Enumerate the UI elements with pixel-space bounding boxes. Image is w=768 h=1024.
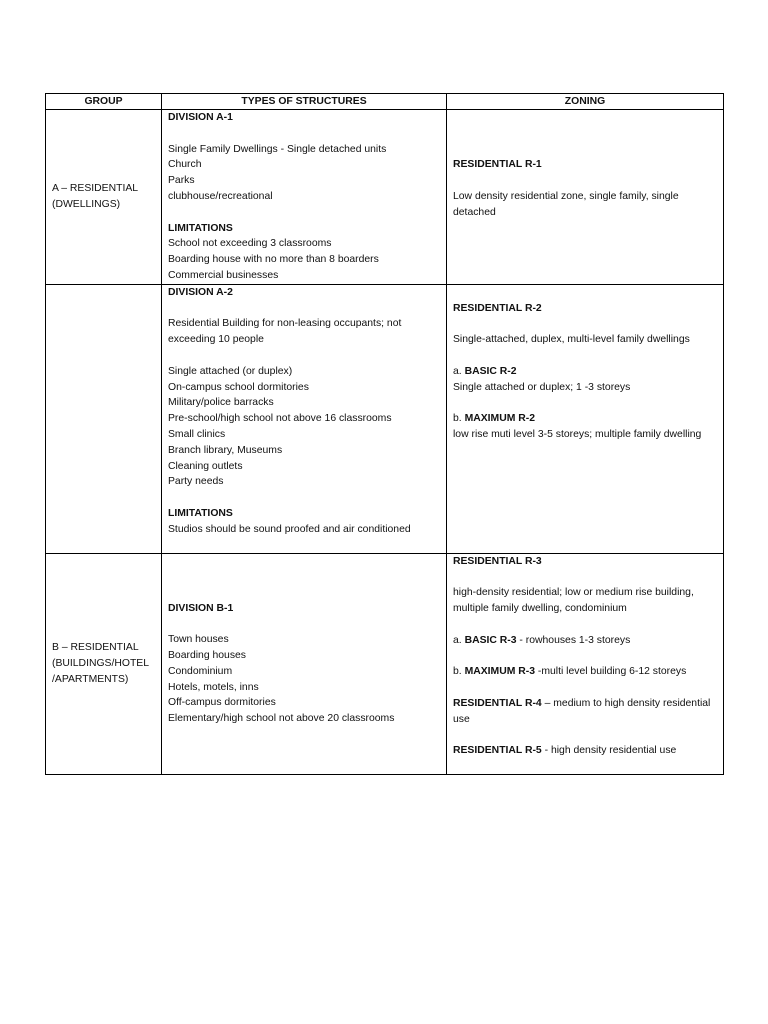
- zoning-sub-desc: -multi level building 6-12 storeys: [534, 666, 687, 678]
- list-item: On-campus school dormitories: [168, 381, 309, 393]
- zoning-r5-label: RESIDENTIAL R-5: [453, 745, 542, 757]
- zoning-table: [45, 93, 724, 775]
- zoning-cell: [447, 553, 724, 774]
- header-row: [46, 94, 724, 110]
- group-cell: [46, 110, 162, 285]
- types-cell: [162, 110, 447, 285]
- list-item: Branch library, Museums: [168, 444, 283, 456]
- zoning-sub-desc: - rowhouses 1-3 storeys: [516, 634, 631, 646]
- group-cell: [46, 284, 162, 553]
- limitations-title: LIMITATIONS: [168, 222, 233, 234]
- zoning-cell: [447, 284, 724, 553]
- zoning-sub-desc: low rise muti level 3-5 storeys; multiple family dwelling: [453, 428, 702, 440]
- zoning-r4: [453, 696, 717, 728]
- types-cell: [162, 284, 447, 553]
- list-item: Military/police barracks: [168, 397, 274, 409]
- limitation-item: School not exceeding 3 classrooms: [168, 238, 332, 250]
- group-label: B – RESIDENTIAL: [52, 642, 139, 654]
- header-group: GROUP: [46, 94, 162, 110]
- list-item: Pre-school/high school not above 16 classrooms: [168, 413, 392, 425]
- zoning-sub-label: MAXIMUM R-3: [464, 666, 535, 678]
- list-item: Single Family Dwellings - Single detached units: [168, 143, 387, 155]
- group-cell: [46, 553, 162, 774]
- zoning-r4-desc: – medium to high density residential use: [453, 697, 711, 725]
- zoning-sub-label: BASIC R-3: [464, 634, 517, 646]
- table-row: [46, 284, 724, 553]
- zoning-desc: Low density residential zone, single family, single detached: [453, 190, 679, 218]
- header-zoning: ZONING: [447, 94, 724, 110]
- types-cell: [162, 553, 447, 774]
- limitations-title: LIMITATIONS: [168, 507, 233, 519]
- list-item: Condominium: [168, 665, 233, 677]
- zoning-r4-label: RESIDENTIAL R-4: [453, 697, 542, 709]
- list-item: Party needs: [168, 476, 224, 488]
- table-row: [46, 110, 724, 285]
- limitation-item: Boarding house with no more than 8 boarders: [168, 254, 379, 266]
- zoning-title: RESIDENTIAL R-2: [453, 302, 542, 314]
- list-item: Small clinics: [168, 428, 226, 440]
- zoning-sub-a: [453, 364, 717, 380]
- group-label: (DWELLINGS): [52, 198, 121, 210]
- list-item: Boarding houses: [168, 649, 246, 661]
- list-item: Elementary/high school not above 20 classrooms: [168, 713, 395, 725]
- list-item: Church: [168, 159, 202, 171]
- group-label: (BUILDINGS/HOTEL: [52, 657, 149, 669]
- list-item: Off-campus dormitories: [168, 697, 276, 709]
- zoning-sub-b: [453, 664, 717, 680]
- list-item: Cleaning outlets: [168, 460, 243, 472]
- list-item: clubhouse/recreational: [168, 190, 273, 202]
- zoning-sub-prefix: a.: [453, 365, 465, 377]
- division-title: DIVISION B-1: [168, 602, 234, 614]
- table-row: [46, 553, 724, 774]
- division-intro: Residential Building for non-leasing occupants; not exceeding 10 people: [168, 318, 402, 346]
- zoning-sub-prefix: b.: [453, 666, 465, 678]
- list-item: Hotels, motels, inns: [168, 681, 259, 693]
- group-label: A – RESIDENTIAL: [52, 183, 139, 195]
- zoning-r5-desc: - high density residential use: [541, 745, 677, 757]
- zoning-desc: high-density residential; low or medium rise building, multiple family dwelling, condominium: [453, 587, 694, 615]
- zoning-r5: [453, 743, 717, 759]
- limitation-item: Commercial businesses: [168, 269, 279, 281]
- list-item: Parks: [168, 175, 195, 187]
- list-item: Town houses: [168, 634, 229, 646]
- list-item: Single attached (or duplex): [168, 365, 293, 377]
- zoning-desc: Single-attached, duplex, multi-level family dwellings: [453, 334, 690, 346]
- zoning-sub-desc: Single attached or duplex; 1 -3 storeys: [453, 381, 631, 393]
- zoning-title: RESIDENTIAL R-3: [453, 555, 542, 567]
- zoning-title: RESIDENTIAL R-1: [453, 159, 542, 171]
- division-title: DIVISION A-1: [168, 112, 233, 123]
- limitation-item: Studios should be sound proofed and air conditioned: [168, 523, 411, 535]
- zoning-sub-prefix: b.: [453, 413, 465, 425]
- zoning-sub-label: MAXIMUM R-2: [464, 413, 535, 425]
- zoning-sub-label: BASIC R-2: [464, 365, 517, 377]
- zoning-sub-a: [453, 633, 717, 649]
- division-title: DIVISION A-2: [168, 286, 233, 298]
- zoning-sub-prefix: a.: [453, 634, 465, 646]
- group-label: /APARTMENTS): [52, 673, 129, 685]
- zoning-cell: [447, 110, 724, 285]
- zoning-sub-b: [453, 411, 717, 427]
- header-types: TYPES OF STRUCTURES: [162, 94, 447, 110]
